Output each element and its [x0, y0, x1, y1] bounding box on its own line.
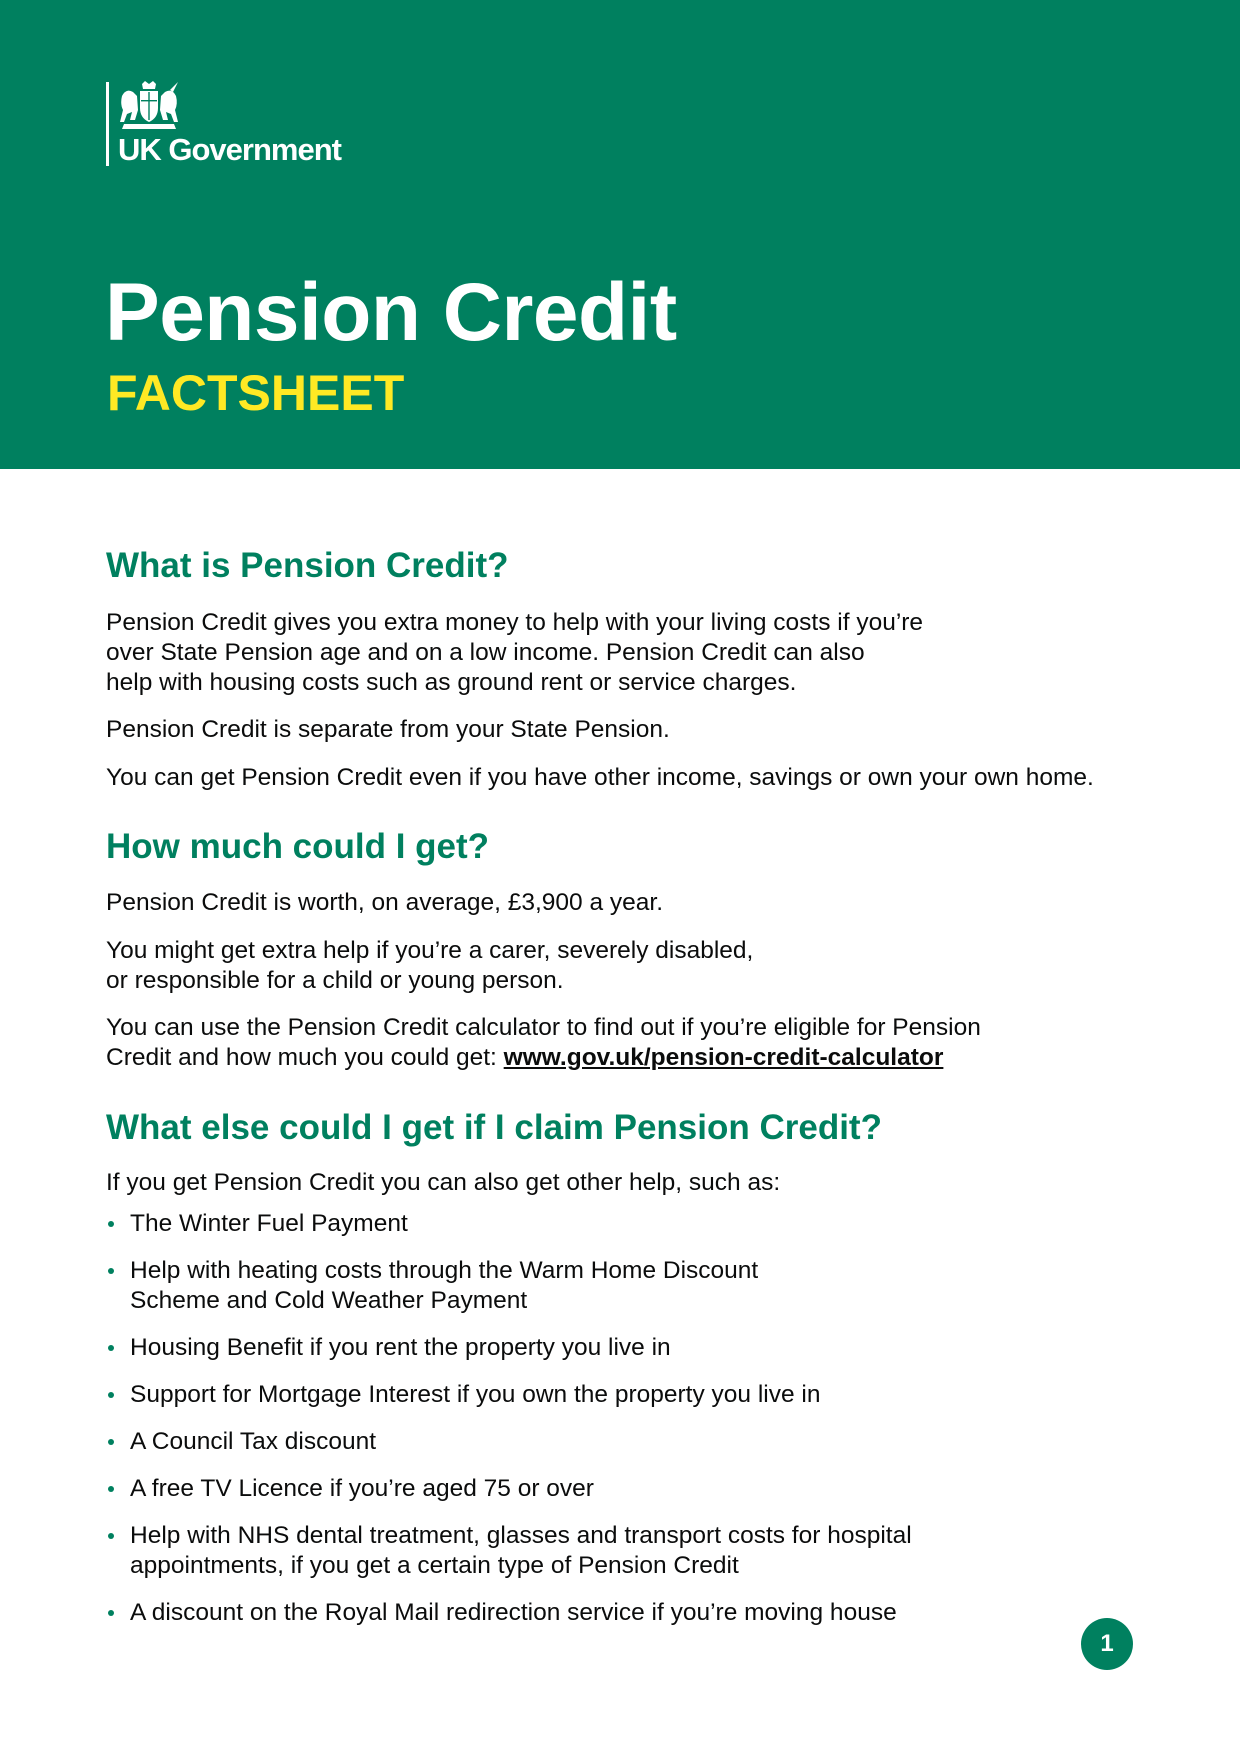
bullet-icon: [108, 1221, 114, 1227]
heading-what-else: What else could I get if I claim Pension Credit?: [106, 1108, 882, 1147]
paragraph-line: You might get extra help if you’re a carer, severely disabled,: [106, 937, 754, 964]
page-subtitle: FACTSHEET: [107, 365, 405, 421]
list-item-text: Help with heating costs through the Warm Home Discount: [130, 1257, 759, 1284]
list-item-text: A Council Tax discount: [130, 1428, 377, 1455]
paragraph: You can get Pension Credit even if you have other income, savings or own your own home.: [106, 764, 1094, 791]
paragraph-line: [106, 1043, 943, 1073]
pension-credit-calculator-link[interactable]: www.gov.uk/pension-credit-calculator: [503, 1044, 944, 1071]
list-item: [106, 1380, 912, 1410]
list-item-text: Housing Benefit if you rent the property you live in: [130, 1334, 671, 1361]
list-item-text: Scheme and Cold Weather Payment: [130, 1287, 528, 1314]
logo-text: UK Government: [118, 132, 341, 167]
bullet-icon: [108, 1439, 114, 1445]
list-item: [106, 1209, 912, 1239]
list-item: [106, 1427, 912, 1457]
paragraph-line: Pension Credit gives you extra money to help with your living costs if you’re: [106, 609, 924, 636]
logo-divider: [106, 82, 109, 166]
bullet-icon: [108, 1486, 114, 1492]
bullet-icon: [108, 1268, 114, 1274]
paragraph-line: over State Pension age and on a low income. Pension Credit can also: [106, 639, 865, 666]
heading-what-is-pension-credit: What is Pension Credit?: [106, 546, 509, 585]
royal-coat-of-arms-icon: [118, 80, 180, 132]
page-title: Pension Credit: [105, 267, 677, 358]
list-intro: If you get Pension Credit you can also get other help, such as:: [106, 1169, 781, 1196]
paragraph: Pension Credit is separate from your State Pension.: [106, 716, 670, 743]
list-item-text: The Winter Fuel Payment: [130, 1210, 408, 1237]
list-item: [106, 1333, 912, 1363]
header-banner: [0, 0, 1240, 469]
bullet-icon: [108, 1533, 114, 1539]
heading-how-much: How much could I get?: [106, 827, 490, 866]
bullet-icon: [108, 1610, 114, 1616]
uk-government-logo: [106, 80, 366, 166]
bullet-icon: [108, 1345, 114, 1351]
page-number-badge: 1: [1081, 1618, 1133, 1670]
list-item: [106, 1256, 912, 1316]
paragraph: Pension Credit is worth, on average, £3,900 a year.: [106, 889, 664, 916]
list-item: [106, 1598, 912, 1628]
paragraph-line: You can use the Pension Credit calculator to find out if you’re eligible for Pension: [106, 1014, 981, 1041]
paragraph-line: help with housing costs such as ground rent or service charges.: [106, 669, 797, 696]
list-item-text: A free TV Licence if you’re aged 75 or over: [130, 1475, 594, 1502]
list-item-text: Help with NHS dental treatment, glasses and transport costs for hospital: [130, 1522, 912, 1549]
list-item-text: A discount on the Royal Mail redirection service if you’re moving house: [130, 1599, 897, 1626]
list-item-text: appointments, if you get a certain type of Pension Credit: [130, 1552, 739, 1579]
list-item: [106, 1474, 912, 1504]
bullet-icon: [108, 1392, 114, 1398]
benefits-list: [106, 1209, 912, 1645]
list-item-text: Support for Mortgage Interest if you own the property you live in: [130, 1381, 821, 1408]
paragraph-line: or responsible for a child or young person.: [106, 967, 564, 994]
paragraph-text: Credit and how much you could get:: [106, 1044, 504, 1071]
list-item: [106, 1521, 912, 1581]
